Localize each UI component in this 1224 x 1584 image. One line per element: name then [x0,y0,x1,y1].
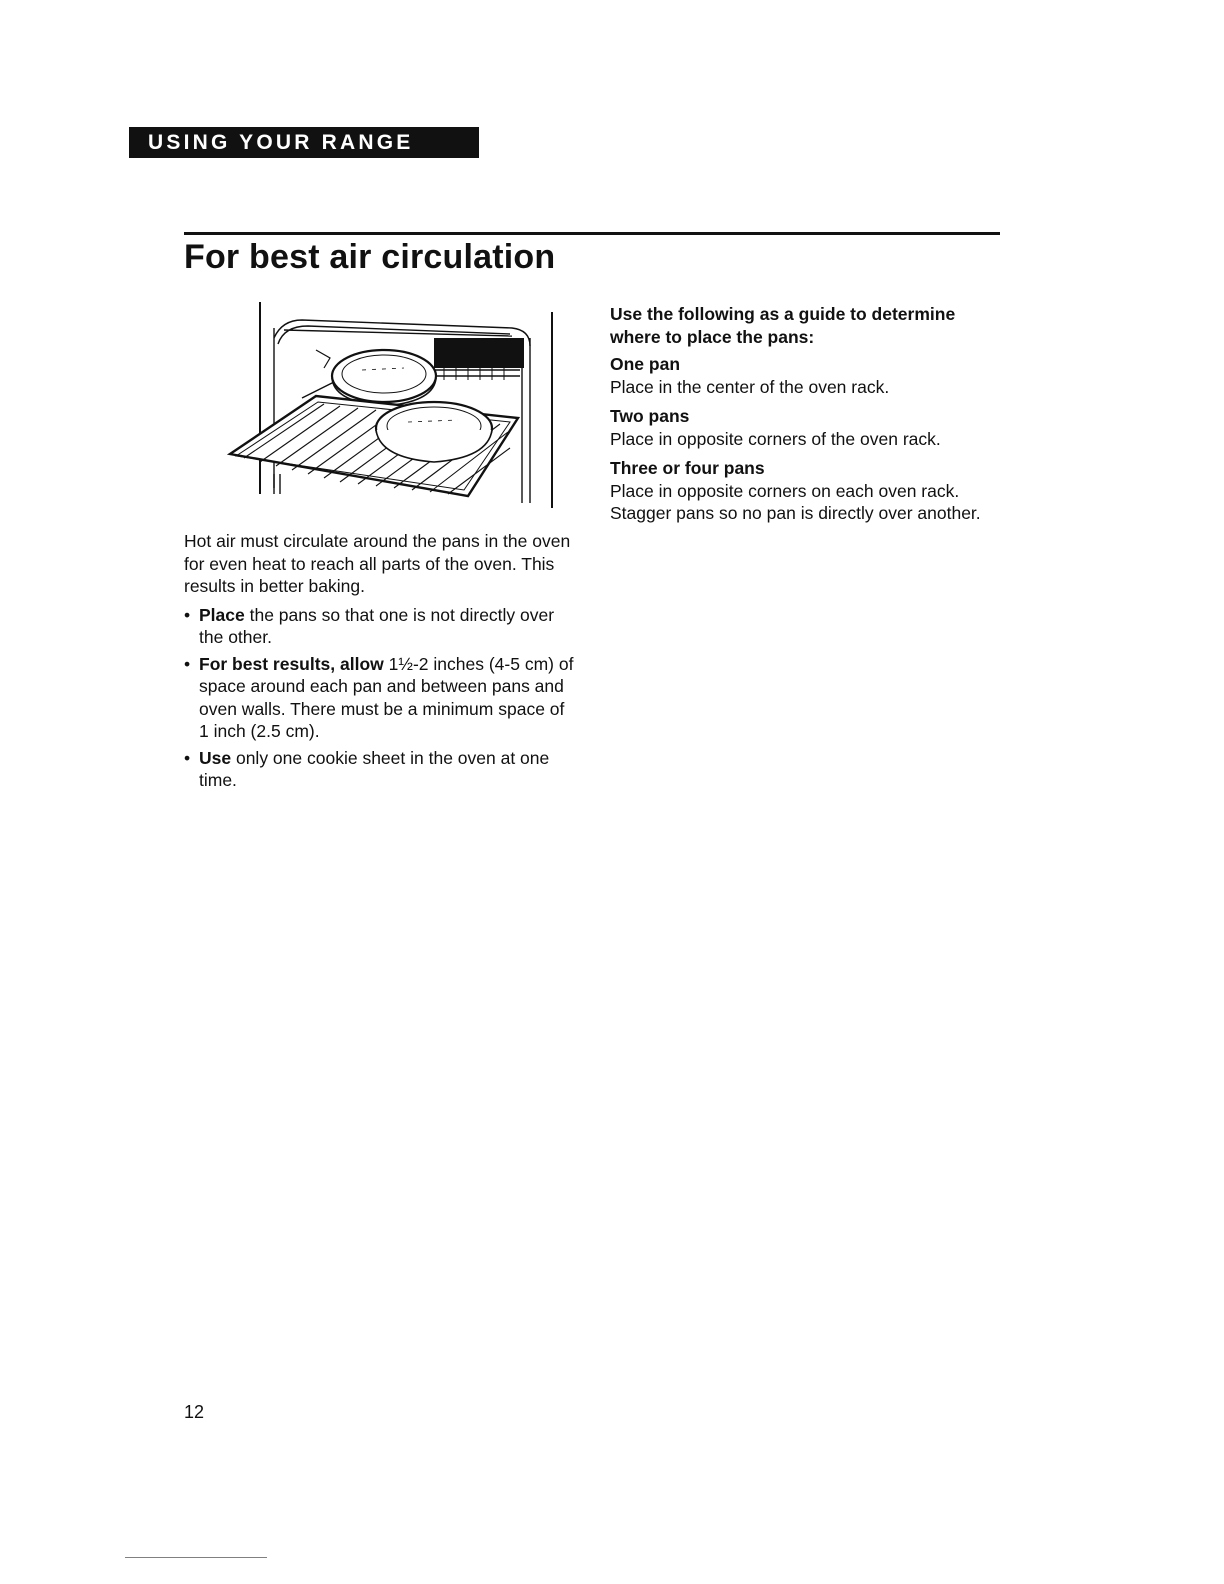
subheading-one-pan: One pan [610,354,681,374]
bullet-bold: For best results, allow [199,653,384,674]
list-item [184,653,574,743]
subheading-three-four-pans: Three or four pans [610,458,765,478]
bullet-text: the pans so that one is not directly over the other. [199,604,555,647]
bullet-bold: Use [199,747,232,768]
left-column [184,530,574,796]
text-three-four-pans: Place in opposite corners on each oven rack. Stagger pans so no pan is directly over another. [610,480,981,523]
footer-line [125,1557,267,1558]
bullet-text: only one cookie sheet in the oven at one time. [199,747,550,790]
page-title: For best air circulation [184,238,556,276]
subheading-two-pans: Two pans [610,406,690,426]
bullet-text: 1½-2 inches (4-5 cm) of space around each pan and between pans and oven walls. There must be a minimum space of 1 inch (2.5 cm). [199,653,574,741]
tips-list [184,604,574,792]
guide-intro: Use the following as a guide to determine where to place the pans: [610,304,956,347]
list-item [184,604,574,649]
intro-paragraph: Hot air must circulate around the pans in the oven for even heat to reach all parts of the oven. This results in better baking. [184,531,571,596]
list-item [184,747,574,792]
text-two-pans: Place in opposite corners of the oven rack. [610,428,941,449]
bullet-bold: Place [199,604,245,625]
oven-rack-illustration [212,298,557,510]
text-one-pan: Place in the center of the oven rack. [610,376,890,397]
section-banner: USING YOUR RANGE [129,127,479,158]
right-column [610,303,1010,532]
heading-rule [184,232,1000,235]
page-number: 12 [184,1402,205,1422]
